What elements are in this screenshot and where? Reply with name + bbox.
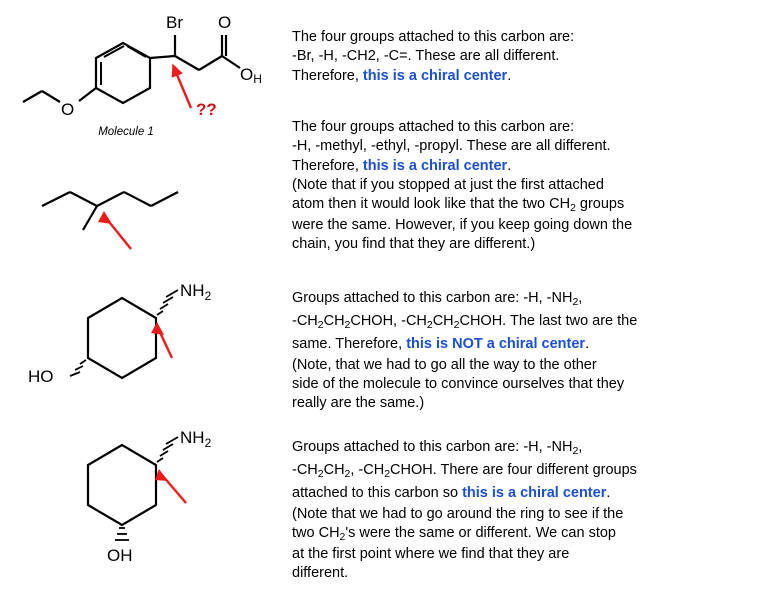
b2-note-1: (Note that if you stopped at just the first attached bbox=[292, 176, 604, 193]
b4-l2s3: 2 bbox=[384, 468, 391, 480]
b3-note-2: side of the molecule to convince ourselves that they bbox=[292, 375, 625, 392]
b4-n2s: 2 bbox=[339, 531, 346, 543]
b2-line-3 bbox=[292, 157, 762, 176]
b4-note-3: at the first point where we find that they are bbox=[292, 545, 570, 562]
hydroxyl-label: OH bbox=[240, 65, 262, 86]
b3-l2s4: 2 bbox=[453, 319, 460, 331]
b4-l2b: CH bbox=[323, 461, 345, 478]
b4-line-3 bbox=[292, 483, 762, 505]
b3-l2s1: 2 bbox=[317, 319, 324, 331]
b4-note-2 bbox=[292, 524, 762, 545]
b1-line-3-prefix: Therefore, bbox=[292, 67, 363, 84]
molecule-1-bromo-acid-structure bbox=[0, 8, 288, 126]
b1-line-1: The four groups attached to this carbon are: bbox=[292, 29, 575, 45]
b2-line-2: -H, -methyl, -ethyl, -propyl. These are all different. bbox=[292, 138, 611, 155]
carbonyl-oxygen-label: O bbox=[218, 13, 232, 32]
oxygen-label: O bbox=[61, 100, 75, 119]
molecule-4-figure bbox=[0, 425, 288, 585]
b3-line-1b: , bbox=[578, 290, 583, 306]
block-1-explanation bbox=[292, 28, 762, 86]
b2-note-2b: groups bbox=[575, 196, 625, 213]
b2-note-2a: atom then it would look like that the two CH bbox=[292, 196, 571, 213]
b2-line-1: The four groups attached to this carbon are: bbox=[292, 119, 575, 135]
b2-note-2 bbox=[292, 195, 762, 216]
molecule-3-figure bbox=[0, 278, 288, 423]
b3-l2d: CH bbox=[432, 312, 454, 329]
b3-line-3 bbox=[292, 334, 762, 356]
b4-n2a: two CH bbox=[292, 524, 340, 541]
molecule-aminocyclohexanol-para-structure bbox=[0, 278, 288, 423]
b3-line-1a: Groups attached to this carbon are: -H, -NH bbox=[292, 290, 573, 306]
b3-l2e: CHOH. The last two are the bbox=[459, 312, 638, 329]
b2-line-3-suffix: . bbox=[507, 157, 512, 174]
b4-line-2 bbox=[292, 459, 762, 483]
b3-line-1 bbox=[292, 289, 762, 310]
b3-l2s2: 2 bbox=[344, 319, 351, 331]
molecule-2-figure bbox=[0, 118, 288, 268]
b3-l3-prefix: same. Therefore, bbox=[292, 335, 407, 352]
b3-note-3: really are the same.) bbox=[292, 395, 425, 412]
b4-n2b: 's were the same or different. We can stop bbox=[345, 524, 616, 541]
b4-l2c: , -CH bbox=[350, 461, 385, 478]
b4-line-1 bbox=[292, 438, 762, 459]
molecule-1-caption: Molecule 1 bbox=[98, 126, 154, 138]
b4-note-4: different. bbox=[292, 565, 349, 581]
bromine-label: Br bbox=[166, 13, 183, 32]
b1-line-3 bbox=[292, 67, 762, 86]
molecule-3-methylhexane-structure bbox=[0, 118, 288, 268]
hydroxyl-label-4: OH bbox=[107, 546, 133, 565]
b3-l2c: CHOH, -CH bbox=[350, 312, 427, 329]
b4-l2d: CHOH. There are four different groups bbox=[390, 461, 637, 478]
b4-l3-suffix: . bbox=[606, 484, 611, 501]
b4-l1b: , bbox=[578, 439, 583, 455]
b4-l2s1: 2 bbox=[317, 468, 324, 480]
b4-l3-prefix: attached to this carbon so bbox=[292, 484, 463, 501]
amine-label-4: $NH_2$ bbox=[180, 428, 212, 450]
question-marks-label: ?? bbox=[196, 100, 217, 119]
b4-l1s: 2 bbox=[572, 445, 579, 457]
b3-l2s3: 2 bbox=[426, 319, 433, 331]
b3-not-chiral-highlight: this is NOT a chiral center bbox=[406, 335, 586, 352]
b1-line-2: -Br, -H, -CH2, -C=. These are all different. bbox=[292, 48, 560, 65]
b4-l2a: -CH bbox=[292, 461, 318, 478]
b4-chiral-highlight: this is a chiral center bbox=[462, 484, 607, 501]
b3-l3-suffix: . bbox=[585, 335, 590, 352]
b4-l1a: Groups attached to this carbon are: -H, -NH bbox=[292, 439, 573, 455]
b4-note-1: (Note that we had to go around the ring to see if the bbox=[292, 505, 624, 522]
b1-chiral-highlight: this is a chiral center bbox=[362, 67, 508, 84]
b3-line-1-sub: 2 bbox=[572, 296, 579, 308]
amine-label: $NH_2$ bbox=[180, 281, 212, 303]
b2-chiral-highlight: this is a chiral center bbox=[362, 157, 508, 174]
b3-l2b: CH bbox=[323, 312, 345, 329]
hydroxyl-label-3: HO bbox=[28, 367, 54, 386]
b2-note-4: chain, you find that they are different.) bbox=[292, 236, 536, 253]
b4-l2s2: 2 bbox=[344, 468, 351, 480]
block-3-explanation bbox=[292, 289, 762, 413]
b1-line-3-suffix: . bbox=[507, 67, 512, 84]
b3-l2a: -CH bbox=[292, 312, 318, 329]
b2-note-3: were the same. However, if you keep going down the bbox=[292, 216, 633, 233]
block-2-explanation bbox=[292, 118, 762, 254]
b2-line-3-prefix: Therefore, bbox=[292, 157, 363, 174]
molecule-aminocyclohexanol-meta-structure bbox=[0, 425, 288, 585]
b2-note-2-sub: 2 bbox=[570, 203, 576, 215]
block-4-explanation bbox=[292, 438, 762, 583]
b3-line-2 bbox=[292, 310, 762, 334]
b3-note-1: (Note, that we had to go all the way to the other bbox=[292, 356, 597, 373]
